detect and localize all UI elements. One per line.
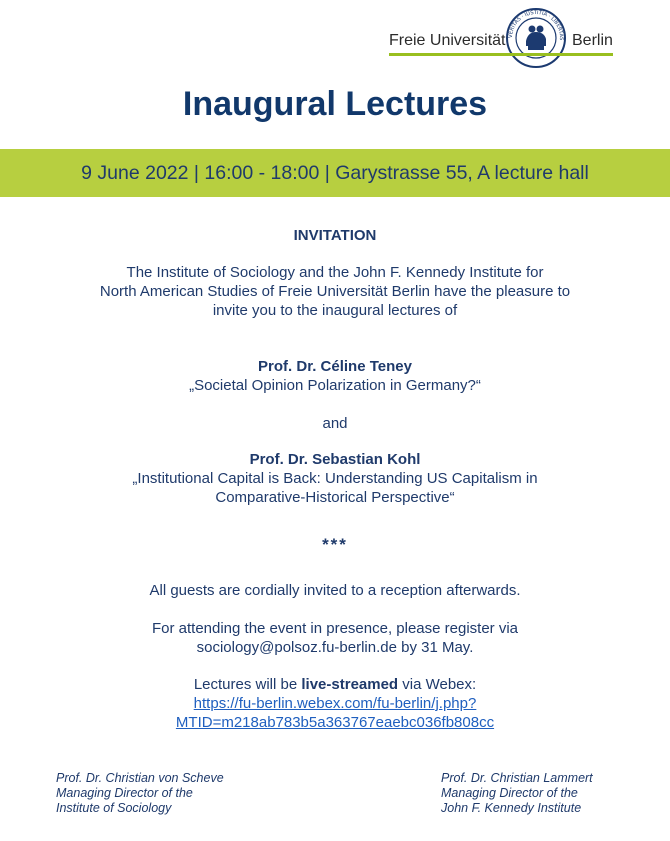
seal-ring-text: VERITAS · IUSTITIA · LIBERTAS: [507, 9, 565, 41]
livestream-suffix: via Webex:: [398, 676, 477, 693]
logo-underline: [389, 53, 613, 56]
and-connector: and: [322, 415, 348, 432]
signature-line: Prof. Dr. Christian von Scheve: [56, 771, 224, 785]
registration-line: sociology@polsoz.fu-berlin.de by 31 May.: [196, 639, 474, 656]
signature-line: Prof. Dr. Christian Lammert: [441, 771, 593, 785]
intro-line: The Institute of Sociology and the John F. Kennedy Institute for: [126, 264, 544, 281]
invitation-heading: INVITATION: [293, 227, 377, 244]
logo-text-right: Berlin: [572, 32, 613, 49]
signature-line: Institute of Sociology: [56, 801, 172, 815]
signature-right: [441, 771, 593, 816]
signature-left: [56, 771, 224, 816]
signature-line: Managing Director of the: [56, 786, 193, 800]
date-banner: [0, 149, 670, 197]
webex-link-line: MTID=m218ab783b5a363767eaebc036fb808cc: [175, 714, 495, 731]
reception-note: All guests are cordially invited to a reception afterwards.: [149, 582, 521, 599]
lecture-title: [0, 469, 670, 507]
page-title: Inaugural Lectures: [182, 85, 488, 123]
registration-info: [0, 619, 670, 657]
signature-line: John F. Kennedy Institute: [441, 801, 582, 815]
university-seal-icon: [506, 8, 566, 68]
livestream-prefix: Lectures will be: [193, 676, 302, 693]
livestream-line: [0, 675, 670, 694]
lecture-title-line: „Institutional Capital is Back: Understanding US Capitalism in: [132, 470, 538, 487]
date-banner-text: 9 June 2022 | 16:00 - 18:00 | Garystrasse 55, A lecture hall: [81, 161, 589, 184]
signature-line: Managing Director of the: [441, 786, 578, 800]
university-logo: [389, 8, 613, 68]
intro-line: invite you to the inaugural lectures of: [212, 302, 458, 319]
intro-line: North American Studies of Freie Universität Berlin have the pleasure to: [99, 283, 571, 300]
registration-line: For attending the event in presence, please register via: [151, 620, 519, 637]
logo-text-left: Freie Universität: [389, 32, 506, 49]
lecture-title: „Societal Opinion Polarization in Germany?“: [189, 377, 481, 394]
separator-stars: ***: [322, 535, 348, 554]
speaker-name: Prof. Dr. Sebastian Kohl: [249, 451, 421, 468]
webex-link-line: https://fu-berlin.webex.com/fu-berlin/j.php?: [193, 695, 477, 712]
speaker-name: Prof. Dr. Céline Teney: [258, 358, 412, 375]
livestream-bold: live-streamed: [301, 676, 399, 693]
webex-link[interactable]: [0, 694, 670, 732]
lecture-title-line: Comparative-Historical Perspective“: [215, 489, 455, 506]
livestream-info: [0, 675, 670, 732]
invitation-intro: [0, 263, 670, 320]
